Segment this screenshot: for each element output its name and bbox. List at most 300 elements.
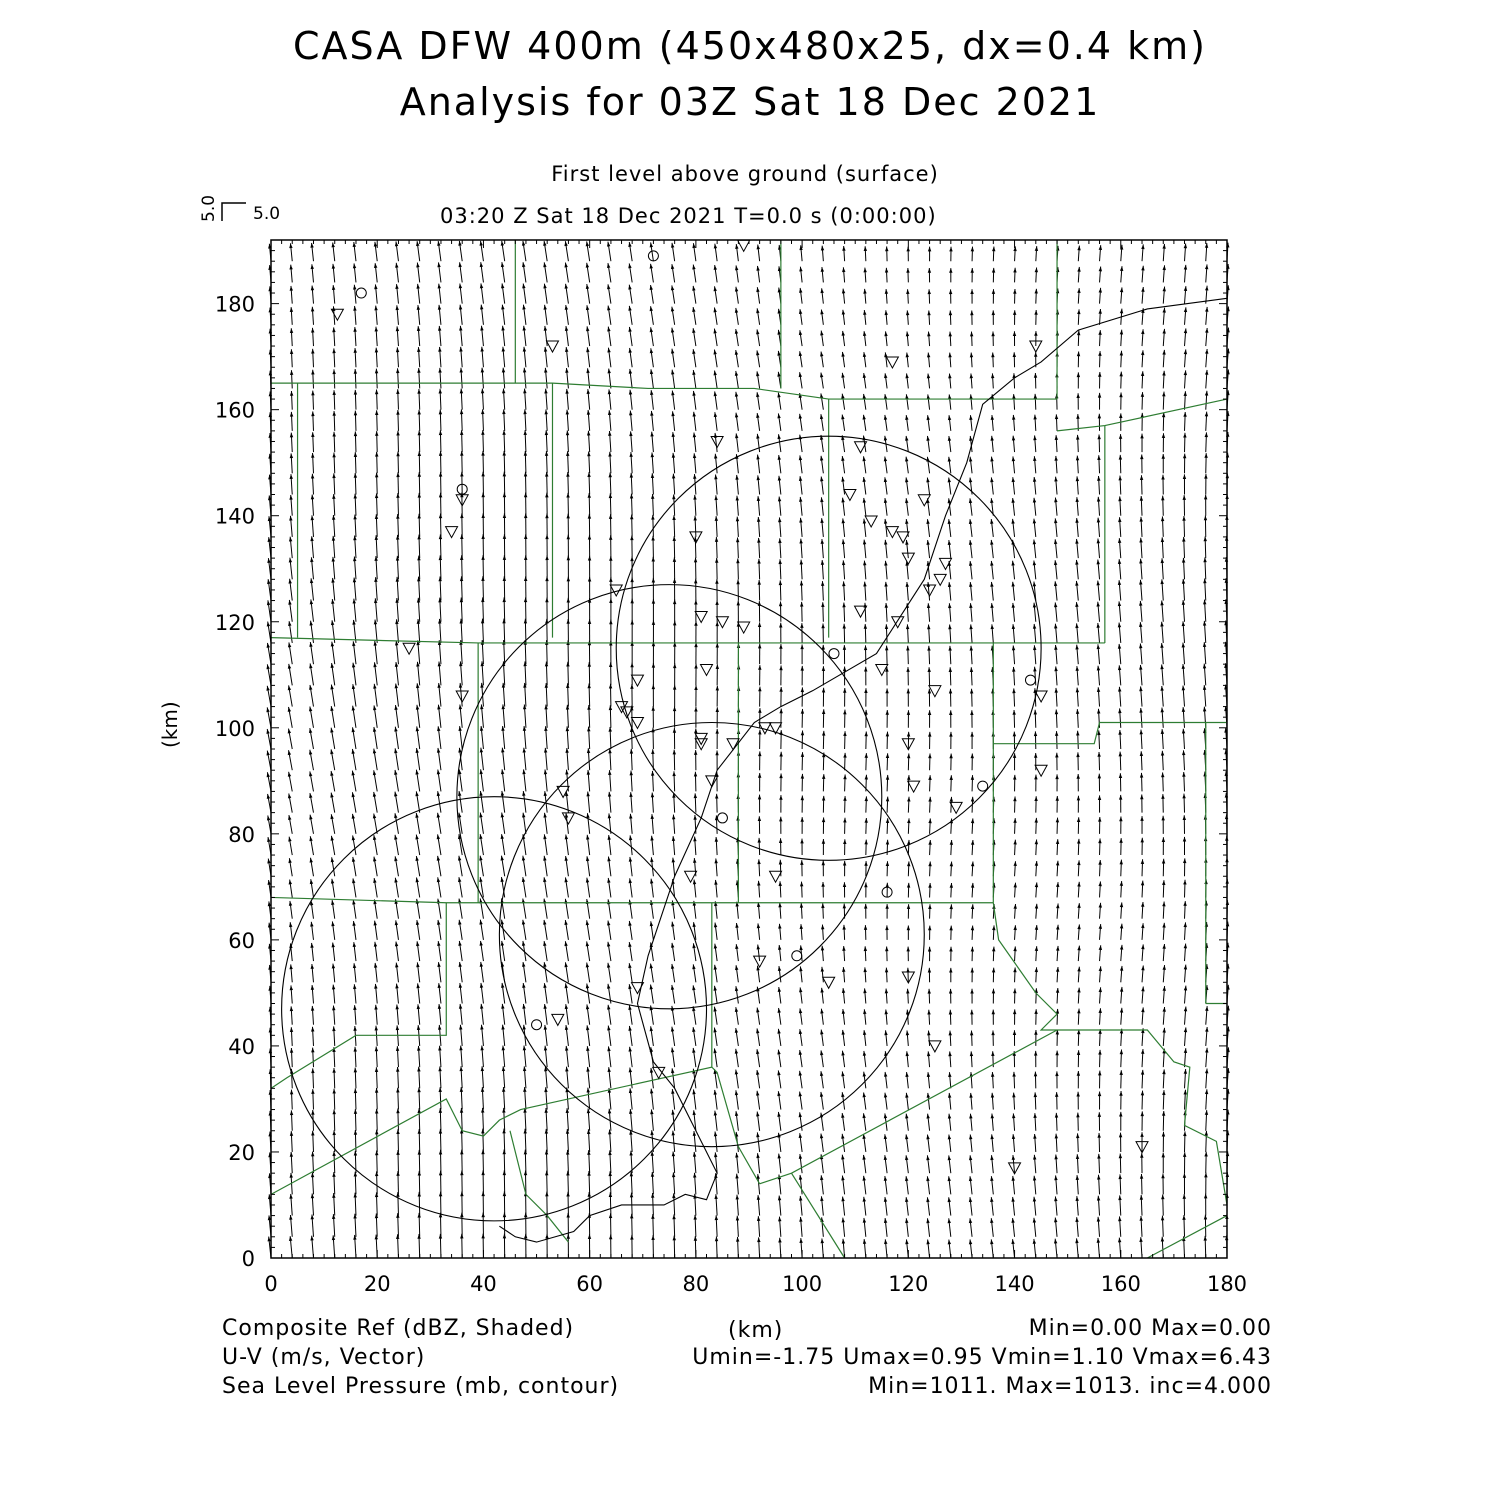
wind-vector-head <box>713 1048 716 1053</box>
wind-vector-head <box>331 857 334 862</box>
wind-vector-head <box>1120 1050 1123 1055</box>
axis-ticks <box>271 240 1227 1258</box>
wind-vector-head <box>438 368 441 373</box>
wind-vector-head <box>394 727 397 732</box>
wind-vector-head <box>777 393 780 398</box>
wind-vector-head <box>713 1007 716 1012</box>
x-tick-label: 100 <box>782 1272 823 1296</box>
wind-vector-head <box>843 753 846 758</box>
wind-vector-head <box>885 968 888 973</box>
wind-vector-head <box>651 793 654 798</box>
wind-vector-head <box>863 352 866 357</box>
station-triangle-icon <box>886 357 898 368</box>
wind-vector-head <box>1182 794 1185 799</box>
chart-subtitle: First level above ground (surface) <box>551 162 939 186</box>
wind-vector-head <box>671 243 674 248</box>
wind-vector-head <box>629 348 632 353</box>
station-triangle-icon <box>934 574 946 585</box>
wind-vector-head <box>373 705 376 710</box>
wind-vector-head <box>650 327 653 332</box>
wind-vector-head <box>756 392 759 397</box>
wind-vector-head <box>373 727 376 732</box>
wind-vector-head <box>864 624 867 629</box>
wind-vector-head <box>437 241 440 246</box>
wind-vector-head <box>1141 1091 1144 1096</box>
wind-vector-head <box>290 1027 293 1032</box>
wind-vector-head <box>607 921 610 926</box>
wind-vector-head <box>354 411 357 416</box>
wind-vector-head <box>971 926 974 931</box>
wind-vector-head <box>779 838 782 843</box>
wind-vector-head <box>1076 1113 1079 1118</box>
wind-vector-head <box>501 791 504 796</box>
wind-vector-head <box>821 581 824 586</box>
wind-vector-head <box>928 818 931 823</box>
wind-vector-head <box>566 1150 569 1155</box>
wind-vector-head <box>1035 861 1038 866</box>
wind-vector-head <box>417 1234 420 1239</box>
wind-vector-head <box>311 349 314 354</box>
wind-vector-head <box>884 394 887 399</box>
wind-vector-head <box>1182 772 1185 777</box>
wind-vector-head <box>926 436 929 441</box>
wind-vector-head <box>758 751 761 756</box>
wind-vector-head <box>1012 688 1015 693</box>
wind-vector-head <box>842 581 845 586</box>
wind-vector-head <box>1205 1110 1208 1115</box>
wind-vector-head <box>821 560 824 565</box>
wind-vector-head <box>1139 538 1142 543</box>
wind-vector-head <box>694 772 697 777</box>
wind-vector-head <box>799 309 802 314</box>
wind-vector-head <box>756 1028 759 1033</box>
wind-vector-head <box>713 307 716 312</box>
wind-vector-head <box>288 664 291 669</box>
wind-vector-head <box>1140 475 1143 480</box>
wind-vector-head <box>1033 667 1036 672</box>
wind-vector-head <box>1141 923 1144 928</box>
wind-vector-head <box>566 451 569 456</box>
wind-vector-head <box>417 1046 420 1051</box>
wind-vector-head <box>1183 1194 1186 1199</box>
wind-vector-head <box>777 1050 780 1055</box>
y-tick-label: 100 <box>214 716 255 741</box>
wind-vector-head <box>290 1110 293 1115</box>
wind-vector-head <box>799 1112 802 1117</box>
wind-vector-head <box>841 373 844 378</box>
y-tick-label: 180 <box>214 292 255 317</box>
wind-vector-head <box>1184 1048 1187 1053</box>
wind-vector-head <box>821 925 824 930</box>
wind-vector-head <box>779 709 782 714</box>
county-borders <box>271 240 1227 1258</box>
wind-vector-head <box>991 331 994 336</box>
wind-vector-head <box>907 710 910 715</box>
wind-vector-head <box>437 791 440 796</box>
wind-vector-head <box>757 881 760 886</box>
wind-vector-head <box>672 515 675 520</box>
wind-vector-head <box>714 965 717 970</box>
wind-vector-head <box>756 329 759 334</box>
wind-vector-head <box>1183 837 1186 842</box>
wind-vector-head <box>565 1004 568 1009</box>
wind-vector-head <box>884 415 887 420</box>
wind-vector-head <box>799 414 802 419</box>
wind-vector-head <box>671 328 674 333</box>
wind-vector-head <box>1140 1174 1143 1179</box>
wind-vector-head <box>715 516 718 521</box>
wind-vector-head <box>714 371 717 376</box>
wind-vector-head <box>800 860 803 865</box>
wind-vector-head <box>737 601 740 606</box>
wind-vector-head <box>651 749 654 754</box>
wind-vector-head <box>758 773 761 778</box>
wind-vector-head <box>842 246 845 251</box>
wind-vector-head <box>354 390 357 395</box>
wind-vector-head <box>777 434 780 439</box>
wind-vector-head <box>801 666 804 671</box>
wind-vector-head <box>692 943 695 948</box>
wind-vector-head <box>864 731 867 736</box>
wind-vector-head <box>991 1072 994 1077</box>
wind-vector-head <box>501 941 504 946</box>
wind-vector-head <box>460 1108 463 1113</box>
wind-vector-head <box>779 795 782 800</box>
wind-vector-head <box>928 904 931 909</box>
wind-vector-head <box>1140 1153 1143 1158</box>
wind-vector-head <box>715 1236 718 1241</box>
wind-vector-head <box>311 1131 314 1136</box>
wind-vector-head <box>311 370 314 375</box>
wind-vector-head <box>1118 517 1121 522</box>
wind-vector-head <box>608 431 611 436</box>
wind-vector-head <box>1182 1215 1185 1220</box>
wind-vector-head <box>821 602 824 607</box>
wind-vector-head <box>1183 412 1186 417</box>
wind-vector-head <box>1183 1152 1186 1157</box>
wind-vector-head <box>375 348 378 353</box>
wind-vector-head <box>1076 1175 1079 1180</box>
wind-vector-head <box>950 862 953 867</box>
wind-vector-head <box>628 1026 631 1031</box>
wind-vector-head <box>1183 454 1186 459</box>
wind-vector-head <box>1013 246 1016 251</box>
wind-vector-head <box>970 989 973 994</box>
wind-vector-head <box>694 621 697 626</box>
wind-vector-head <box>843 904 846 909</box>
wind-vector-head <box>1056 839 1059 844</box>
wind-vector-head <box>1034 753 1037 758</box>
wind-vector-head <box>524 430 527 435</box>
wind-vector-head <box>672 771 675 776</box>
wind-vector-head <box>1033 415 1036 420</box>
wind-vector-head <box>1184 944 1187 949</box>
wind-vector-head <box>1076 731 1079 736</box>
wind-vector-head <box>609 1171 612 1176</box>
wind-vector-head <box>906 624 909 629</box>
wind-vector-head <box>586 941 589 946</box>
wind-vector-head <box>885 646 888 651</box>
wind-vector-head <box>416 941 419 946</box>
wind-vector-head <box>758 644 761 649</box>
wind-vector-head <box>1055 435 1058 440</box>
wind-vector-head <box>352 835 355 840</box>
wind-vector-head <box>777 1112 780 1117</box>
wind-vector-head <box>714 286 717 291</box>
wind-vector-head <box>438 1067 441 1072</box>
wind-vector-head <box>885 904 888 909</box>
wind-vector-head <box>628 285 631 290</box>
wind-vector-head <box>1141 859 1144 864</box>
wind-vector-head <box>1098 774 1101 779</box>
wind-vector-head <box>1162 837 1165 842</box>
wind-vector-head <box>777 372 780 377</box>
wind-vector-head <box>801 774 804 779</box>
wind-vector-head <box>736 558 739 563</box>
valid-time-label: 03:20 Z Sat 18 Dec 2021 T=0.0 s (0:00:00) <box>440 204 937 228</box>
wind-vector-head <box>311 1048 314 1053</box>
x-tick-label: 40 <box>470 1272 497 1296</box>
wind-vector-head <box>352 878 355 883</box>
wind-vector-head <box>1076 393 1079 398</box>
wind-vector-head <box>971 797 974 802</box>
wind-vector-head <box>1012 667 1015 672</box>
wind-vector-head <box>375 493 378 498</box>
wind-vector-head <box>928 247 931 252</box>
wind-vector-head <box>416 726 419 731</box>
wind-vector-head <box>311 307 314 312</box>
wind-vector-head <box>418 431 421 436</box>
wind-vector-head <box>458 791 461 796</box>
wind-vector-head <box>1183 1173 1186 1178</box>
wind-vector-head <box>884 436 887 441</box>
wind-vector-head <box>671 264 674 269</box>
wind-vector-head <box>1055 731 1058 736</box>
wind-vector-head <box>928 840 931 845</box>
wind-vector-head <box>671 1048 674 1053</box>
wind-vector-head <box>716 707 719 712</box>
wind-vector-head <box>671 349 674 354</box>
wind-vector-head <box>757 559 760 564</box>
wind-vector-head <box>586 878 589 883</box>
wind-vector-head <box>311 328 314 333</box>
wind-vector-head <box>905 457 908 462</box>
wind-vector-head <box>820 1050 823 1055</box>
wind-vector-head <box>926 478 929 483</box>
wind-vector-head <box>841 456 844 461</box>
wind-vector-head <box>822 666 825 671</box>
wind-vector-head <box>735 986 738 991</box>
wind-vector-head <box>650 921 653 926</box>
wind-vector-head <box>1161 1174 1164 1179</box>
wind-vector-head <box>311 495 314 500</box>
wind-vector-head <box>779 602 782 607</box>
wind-vector-head <box>820 373 823 378</box>
wind-vector-head <box>437 941 440 946</box>
wind-vector-head <box>821 882 824 887</box>
wind-vector-head <box>928 797 931 802</box>
wind-vector-head <box>543 962 546 967</box>
wind-vector-head <box>1162 1069 1165 1074</box>
wind-vector-head <box>671 964 674 969</box>
county-border <box>271 383 1057 399</box>
wind-vector-head <box>375 389 378 394</box>
wind-vector-head <box>1141 881 1144 886</box>
wind-vector-head <box>694 750 697 755</box>
wind-vector-head <box>586 856 589 861</box>
wind-vector-head <box>1077 839 1080 844</box>
wind-vector-head <box>375 410 378 415</box>
wind-vector-head <box>758 816 761 821</box>
wind-vector-head <box>522 241 525 246</box>
wind-vector-head <box>417 535 420 540</box>
wind-vector-head <box>672 815 675 820</box>
wind-vector-head <box>715 794 718 799</box>
wind-vector-head <box>1183 815 1186 820</box>
wind-vector-head <box>693 815 696 820</box>
wind-vector-head <box>607 899 610 904</box>
wind-vector-head <box>1184 1090 1187 1095</box>
wind-vector-head <box>822 688 825 693</box>
wind-vector-head <box>907 861 910 866</box>
wind-vector-head <box>949 1031 952 1036</box>
station-triangle-icon <box>865 516 877 527</box>
wind-vector-head <box>1098 330 1101 335</box>
wind-vector-head <box>756 350 759 355</box>
wind-vector-head <box>1184 1069 1187 1074</box>
wind-vector-head <box>971 840 974 845</box>
station-triangle-icon <box>929 686 941 697</box>
wind-vector-head <box>375 431 378 436</box>
wind-vector-head <box>1056 818 1059 823</box>
wind-vector-head <box>779 644 782 649</box>
wind-vector-head <box>1034 1051 1037 1056</box>
wind-vector-head <box>1056 988 1059 993</box>
wind-vector-head <box>1161 729 1164 734</box>
wind-vector-head <box>1013 883 1016 888</box>
wind-vector-head <box>863 1093 866 1098</box>
wind-vector-head <box>714 1194 717 1199</box>
wind-vector-head <box>629 878 632 883</box>
station-circle-icon <box>717 813 727 823</box>
wind-vector-head <box>1077 882 1080 887</box>
wind-vector-head <box>735 371 738 376</box>
wind-vector-head <box>332 1151 335 1156</box>
wind-vector-head <box>394 878 397 883</box>
wind-vector-head <box>970 1010 973 1015</box>
wind-vector-head <box>1119 1153 1122 1158</box>
wind-vector-head <box>395 920 398 925</box>
wind-vector-head <box>352 857 355 862</box>
wind-vector-head <box>992 1010 995 1015</box>
wind-vector-head <box>692 265 695 270</box>
wind-vector-head <box>821 903 824 908</box>
county-border <box>510 1131 568 1242</box>
wind-vector-head <box>992 989 995 994</box>
wind-vector-head <box>1140 1195 1143 1200</box>
wind-vector-head <box>1097 1196 1100 1201</box>
wind-vector-head <box>1162 902 1165 907</box>
wind-vector-head <box>1034 731 1037 736</box>
wind-vector-head <box>330 685 333 690</box>
wind-vector-head <box>992 310 995 315</box>
wind-vector-head <box>373 749 376 754</box>
wind-vector-head <box>417 1067 420 1072</box>
wind-vector-head <box>822 709 825 714</box>
wind-vector-head <box>1098 839 1101 844</box>
wind-vector-head <box>375 1192 378 1197</box>
wind-vector-head <box>843 774 846 779</box>
wind-vector-head <box>1162 1132 1165 1137</box>
wind-vector-head <box>290 412 293 417</box>
wind-vector-head <box>396 1067 399 1072</box>
wind-vector-head <box>1077 796 1080 801</box>
wind-vector-head <box>970 667 973 672</box>
wind-vector-head <box>905 477 908 482</box>
wind-vector-head <box>650 348 653 353</box>
vector-scale-v-label: 5.0 <box>199 194 219 222</box>
wind-vector-head <box>971 775 974 780</box>
wind-vector-head <box>1141 329 1144 334</box>
wind-vector-head <box>714 986 717 991</box>
wind-vector-head <box>290 1090 293 1095</box>
wind-vector-head <box>907 818 910 823</box>
wind-vector-head <box>1077 860 1080 865</box>
wind-vector-head <box>1119 1133 1122 1138</box>
wind-vector-head <box>587 451 590 456</box>
wind-vector-head <box>352 921 355 926</box>
wind-vector-head <box>1076 1092 1079 1097</box>
county-border <box>271 897 993 902</box>
wind-vector-head <box>970 646 973 651</box>
wind-vector-head <box>1141 392 1144 397</box>
wind-vector-head <box>375 327 378 332</box>
wind-vector-head <box>970 1051 973 1056</box>
wind-vector-head <box>886 840 889 845</box>
wind-vector-head <box>1118 1174 1121 1179</box>
wind-vector-head <box>715 621 718 626</box>
wind-vector-head <box>1077 1071 1080 1076</box>
wind-vector-head <box>1182 537 1185 542</box>
wind-vector-head <box>886 797 889 802</box>
wind-vector-head <box>1162 350 1165 355</box>
wind-vector-head <box>480 241 483 246</box>
wind-vector-head <box>331 900 334 905</box>
wind-vector-head <box>396 410 399 415</box>
wind-vector-head <box>1119 393 1122 398</box>
wind-vector-head <box>928 947 931 952</box>
wind-vector-head <box>1161 772 1164 777</box>
wind-vector-head <box>396 1046 399 1051</box>
wind-vector-head <box>566 430 569 435</box>
wind-vector-head <box>758 580 761 585</box>
wind-vector-head <box>756 1070 759 1075</box>
wind-vector-head <box>1097 476 1100 481</box>
station-triangle-icon <box>770 871 782 882</box>
wind-vector-head <box>309 642 312 647</box>
station-triangle-icon <box>552 1014 564 1025</box>
wind-vector-head <box>822 839 825 844</box>
wind-vector-head <box>1183 901 1186 906</box>
wind-vector-head <box>1035 904 1038 909</box>
wind-vector-head <box>735 1007 738 1012</box>
wind-vector-head <box>928 268 931 273</box>
wind-vector-head <box>971 754 974 759</box>
wind-vector-head <box>1120 902 1123 907</box>
wind-vector-head <box>1076 709 1079 714</box>
wind-vector-head <box>290 453 293 458</box>
wind-vector-head <box>863 373 866 378</box>
